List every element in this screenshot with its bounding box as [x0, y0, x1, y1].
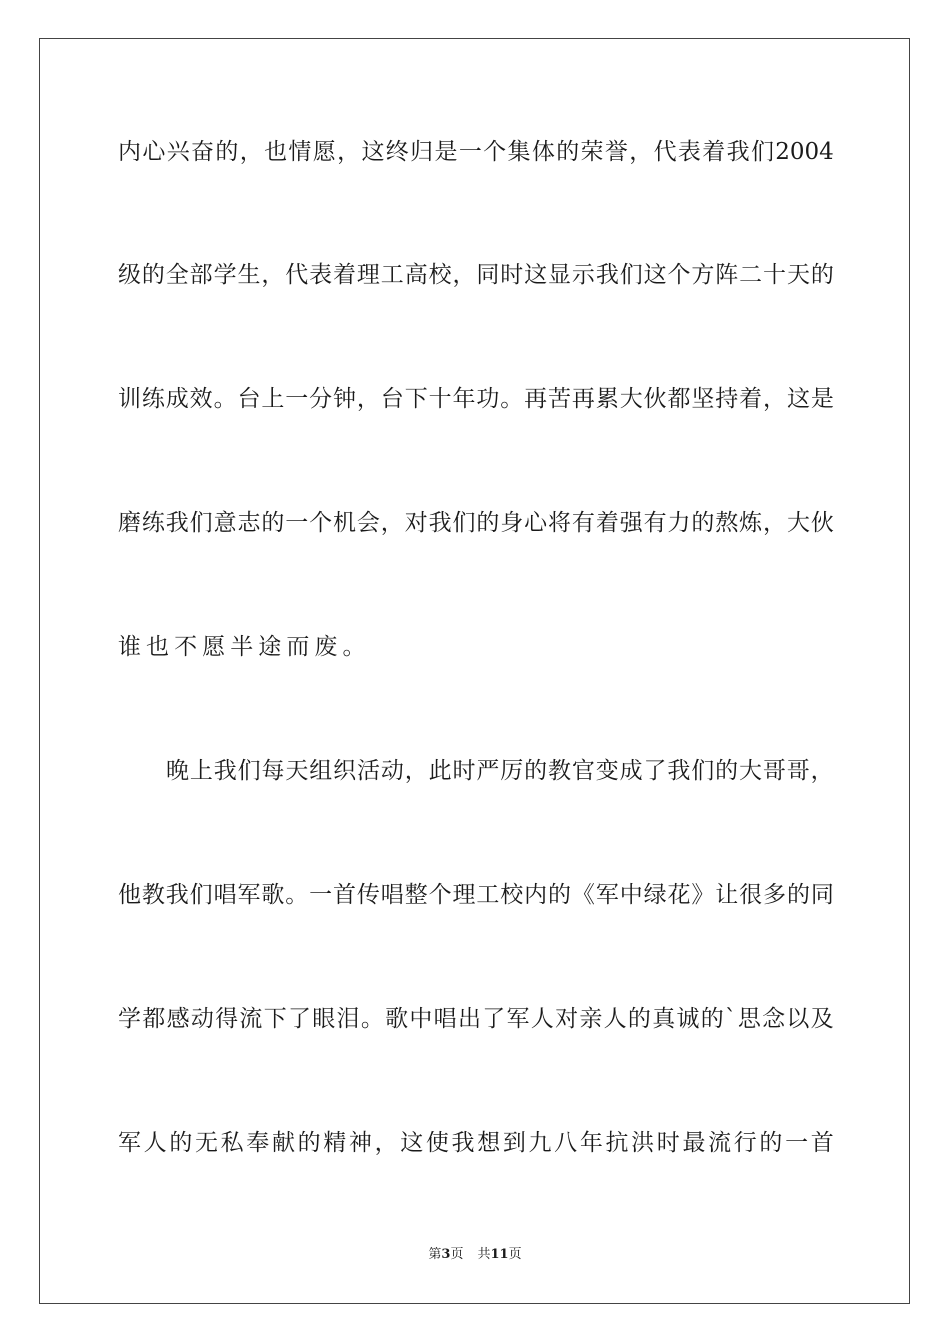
page-footer [0, 1247, 950, 1263]
total-prefix: 共 [477, 1247, 491, 1262]
page-border [39, 38, 910, 1304]
text-line-2: 级 的 全 部 学 生 ， 代 表 着 理 工 高 校 ， 同 时 这 显 示 我 们 这 个 方 阵 二 十 天 的 [118, 262, 834, 288]
text-line-8: 学 都 感 动 得 流 下 了 眼 泪 。 歌 中 唱 出 了 军 人 对 亲 人 的 真 诚 的 ` 思 念 以 及 [118, 1006, 834, 1032]
total-pages: 11 [490, 1247, 509, 1262]
page-number: 3 [441, 1247, 451, 1262]
text-line-9: 军 人 的 无 私 奉 献 的 精 神 ， 这 使 我 想 到 九 八 年 抗 洪 时 最 流 行 的 一 首 [118, 1130, 834, 1156]
text-line-7: 他 教 我 们 唱 军 歌 。 一 首 传 唱 整 个 理 工 校 内 的 《 军 中 绿 花 》 让 很 多 的 同 [118, 882, 834, 908]
page-suffix: 页 [450, 1247, 464, 1262]
text-line-6: 晚 上 我 们 每 天 组 织 活 动 ， 此 时 严 厉 的 教 官 变 成 了 我 们 的 大 哥 哥 ， [166, 758, 834, 784]
text-line-4: 磨 练 我 们 意 志 的 一 个 机 会 ， 对 我 们 的 身 心 将 有 着 强 有 力 的 熬 炼 ， 大 伙 [118, 510, 834, 536]
text-line-1: 内 心 兴 奋 的 ， 也 情 愿 ， 这 终 归 是 一 个 集 体 的 荣 誉 ， 代 表 着 我 们 2004 [118, 139, 834, 165]
text-line-3: 训 练 成 效 。 台 上 一 分 钟 ， 台 下 十 年 功 。 再 苦 再 累 大 伙 都 坚 持 着 ， 这 是 [118, 386, 834, 412]
page-prefix: 第 [428, 1247, 442, 1262]
total-suffix: 页 [508, 1247, 522, 1262]
text-line-5: 谁也不愿半途而废。 [118, 634, 371, 660]
